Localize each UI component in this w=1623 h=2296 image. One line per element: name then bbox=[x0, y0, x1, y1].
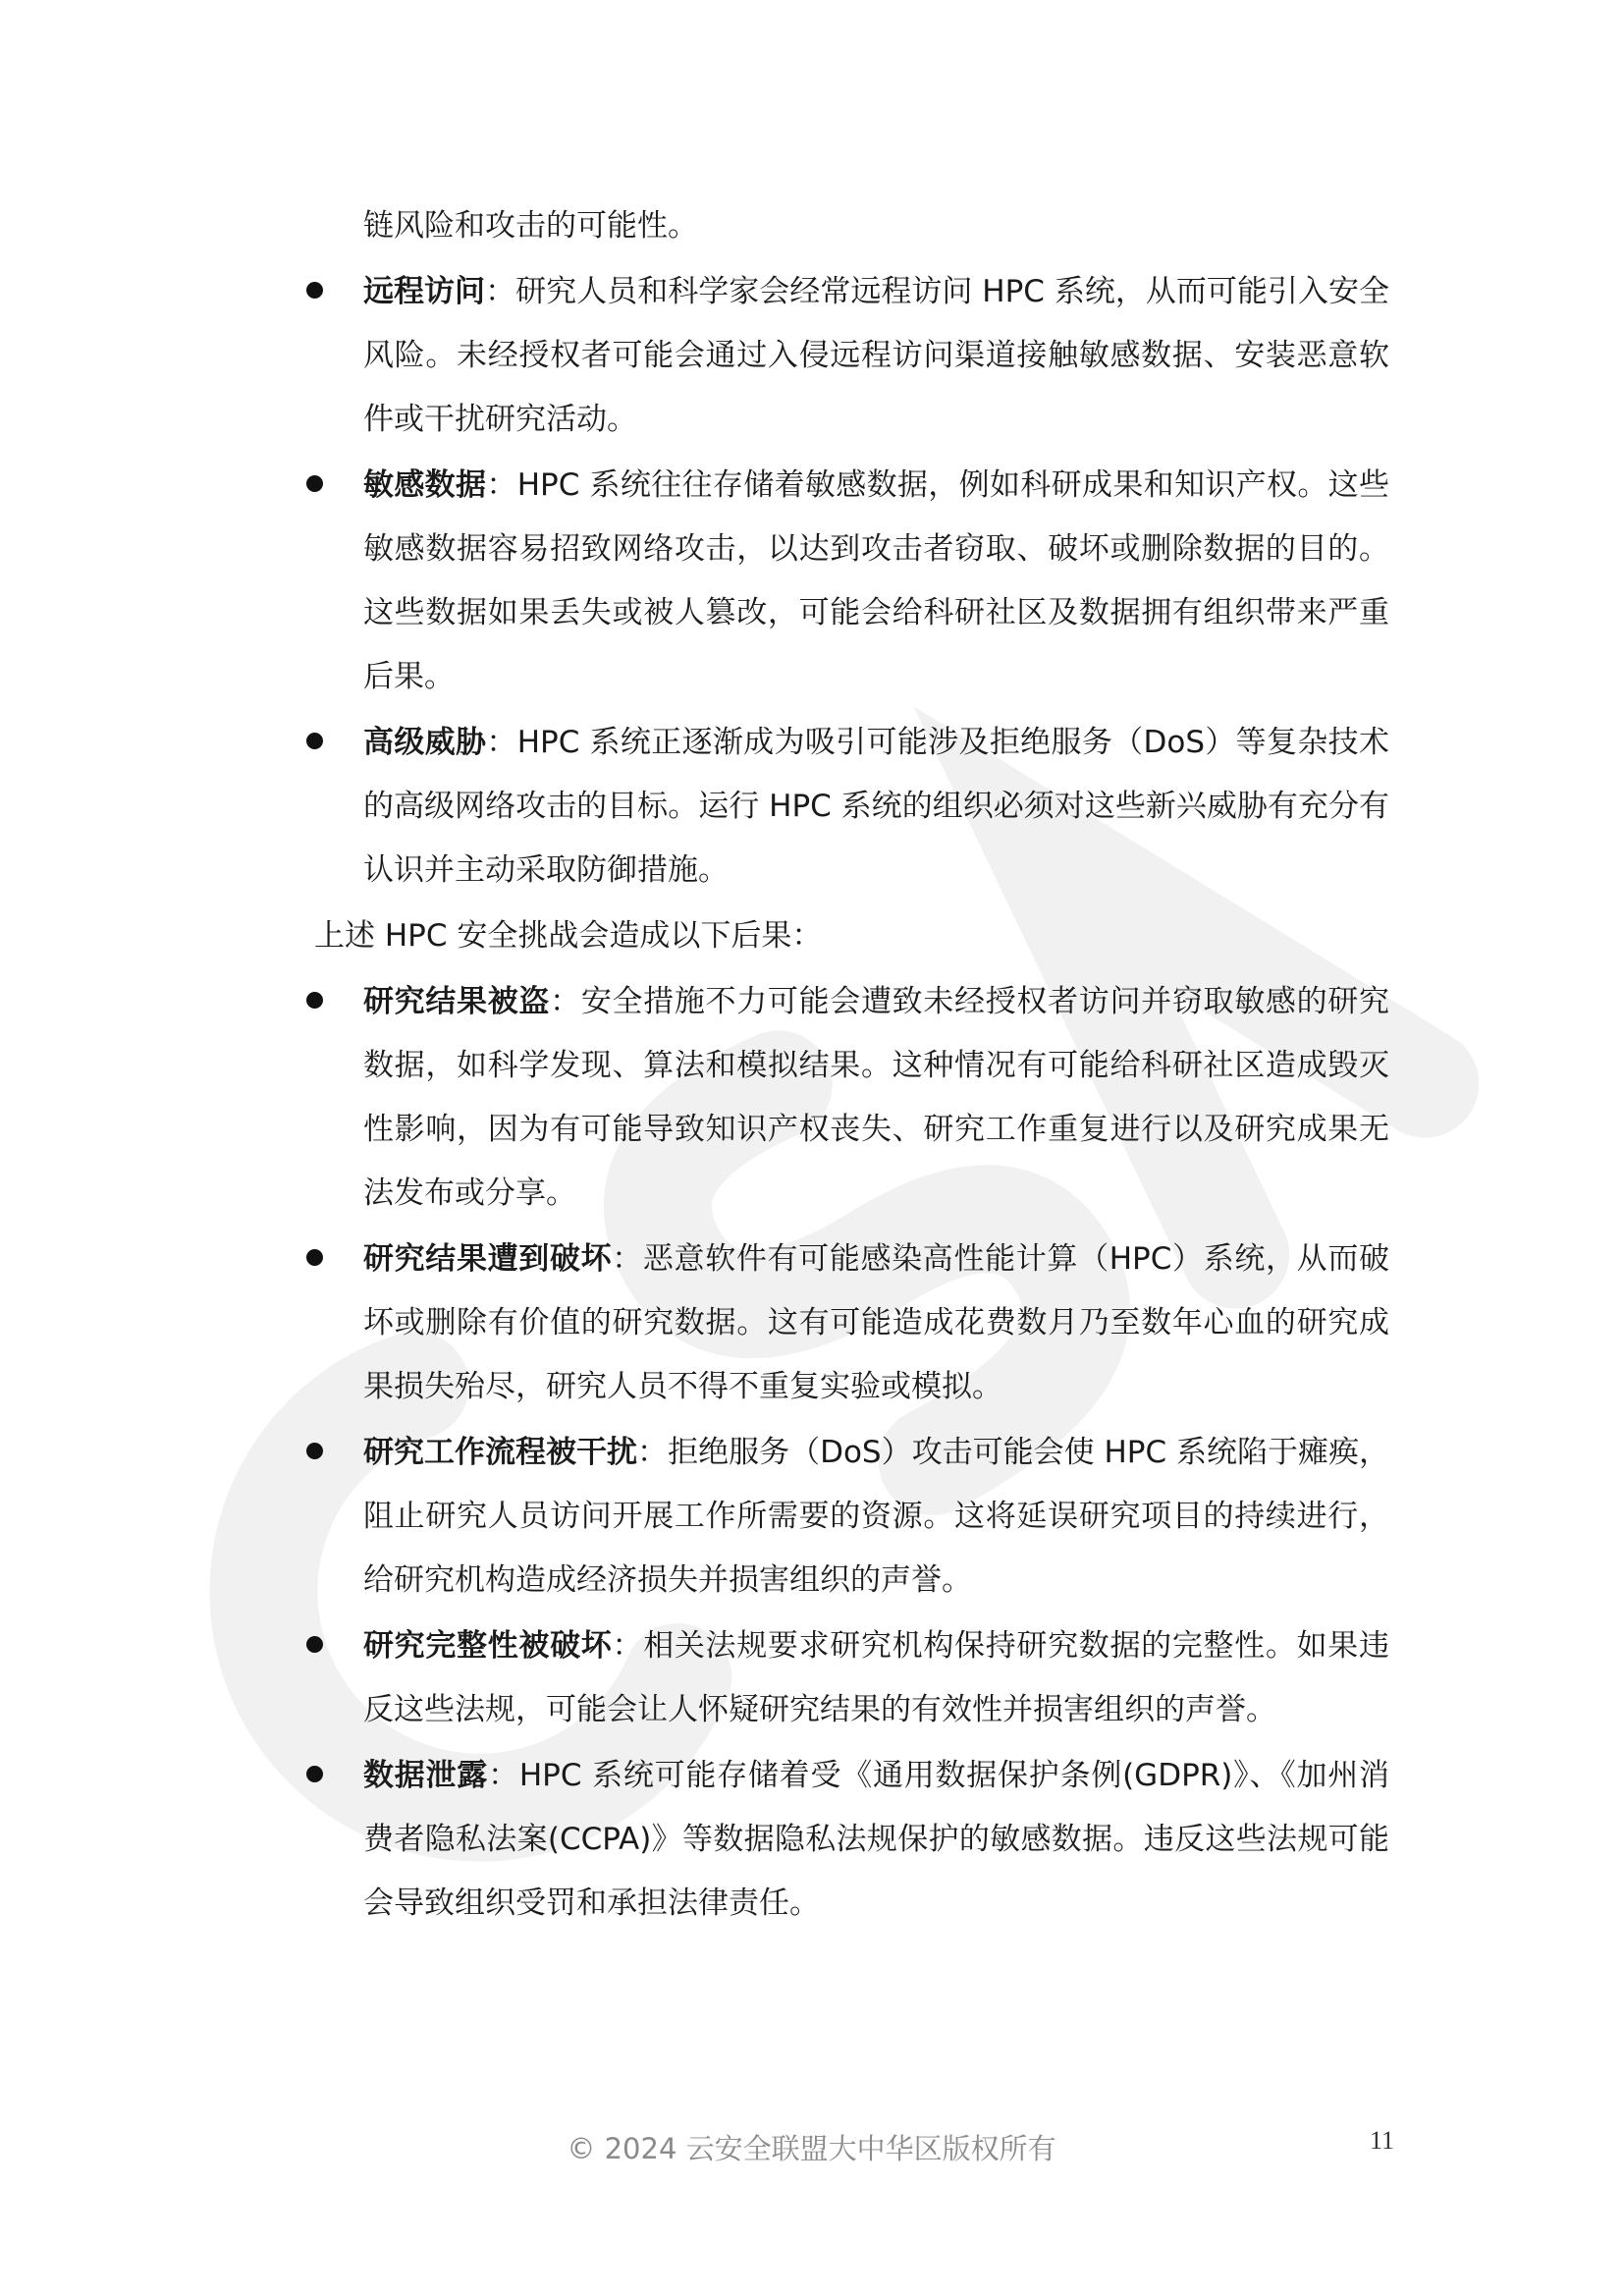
bullet-icon bbox=[306, 1249, 323, 1266]
list-item-sensitive-data bbox=[314, 454, 1389, 709]
term-separator: ： bbox=[637, 1435, 669, 1470]
item-text: 安全措施不力可能会遭致未经授权者访问并窃取敏感的研究数据，如科学发现、算法和模拟结果。这种情况有可能给科研社区造成毁灭性影响，因为有可能导致知识产权丧失、研究工作重复进行以及研究成果无法发布或分享。 bbox=[363, 984, 1389, 1211]
item-text: 拒绝服务（DoS）攻击可能会使 HPC 系统陷于瘫痪，阻止研究人员访问开展工作所需要的资源。这将延误研究项目的持续进行，给研究机构造成经济损失并损害组织的声誉。 bbox=[363, 1435, 1390, 1598]
item-text: 相关法规要求研究机构保持研究数据的完整性。如果违反这些法规，可能会让人怀疑研究结果的有效性并损害组织的声誉。 bbox=[363, 1628, 1389, 1727]
bullet-icon bbox=[306, 1636, 323, 1653]
bullet-icon bbox=[306, 733, 323, 749]
footer-copyright: © 2024 云安全联盟大中华区版权所有 bbox=[567, 2132, 1056, 2165]
list-item-integrity-compromised bbox=[314, 1614, 1389, 1742]
item-term: 研究完整性被破坏 bbox=[363, 1628, 613, 1664]
term-separator: ： bbox=[486, 725, 517, 760]
bullet-icon bbox=[306, 282, 323, 299]
list-item-data-breach bbox=[314, 1744, 1389, 1936]
item-term: 高级威胁 bbox=[363, 725, 487, 760]
list-item-workflow-disrupted bbox=[314, 1421, 1389, 1613]
item-text: HPC 系统往往存储着敏感数据，例如科研成果和知识产权。这些敏感数据容易招致网络攻击，以达到攻击者窃取、破坏或删除数据的目的。这些数据如果丢失或被人篡改，可能会给科研社区及数据拥有组织带来严重后果。 bbox=[363, 467, 1389, 694]
item-term: 远程访问 bbox=[363, 274, 486, 309]
item-term: 研究结果遭到破坏 bbox=[363, 1241, 613, 1277]
bullet-icon bbox=[306, 1766, 323, 1782]
item-term: 研究工作流程被干扰 bbox=[363, 1435, 638, 1470]
page-number: 11 bbox=[1369, 2126, 1394, 2155]
consequences-intro: 上述 HPC 安全挑战会造成以下后果： bbox=[314, 918, 823, 954]
list-item-advanced-threats bbox=[314, 711, 1389, 902]
item-term: 敏感数据 bbox=[363, 467, 487, 503]
page-content bbox=[314, 194, 1389, 1936]
term-separator: ： bbox=[550, 984, 581, 1019]
bullet-icon bbox=[306, 992, 323, 1009]
item-text: HPC 系统正逐渐成为吸引可能涉及拒绝服务（DoS）等复杂技术的高级网络攻击的目标。运行 HPC 系统的组织必须对这些新兴威胁有充分有认识并主动采取防御措施。 bbox=[363, 725, 1390, 888]
list-item-results-destroyed bbox=[314, 1228, 1389, 1419]
term-separator: ： bbox=[485, 274, 516, 309]
term-separator: ： bbox=[612, 1241, 643, 1277]
item-term: 数据泄露 bbox=[363, 1758, 489, 1793]
continuation-paragraph: 链风险和攻击的可能性。 bbox=[363, 208, 698, 244]
item-text: 研究人员和科学家会经常远程访问 HPC 系统，从而可能引入安全风险。未经授权者可能会通过入侵远程访问渠道接触敏感数据、安装恶意软件或干扰研究活动。 bbox=[363, 274, 1390, 437]
item-text: 恶意软件有可能感染高性能计算（HPC）系统，从而破坏或删除有价值的研究数据。这有可能造成花费数月乃至数年心血的研究成果损失殆尽，研究人员不得不重复实验或模拟。 bbox=[363, 1241, 1389, 1404]
item-term: 研究结果被盗 bbox=[363, 984, 551, 1019]
list-item-remote-access bbox=[314, 260, 1389, 452]
term-separator: ： bbox=[612, 1628, 644, 1664]
bullet-icon bbox=[306, 1443, 323, 1459]
bullet-icon bbox=[306, 475, 323, 492]
item-text: HPC 系统可能存储着受《通用数据保护条例(GDPR)》、《加州消费者隐私法案(CCPA)》等数据隐私法规保护的敏感数据。违反这些法规可能会导致组织受罚和承担法律责任。 bbox=[363, 1758, 1389, 1921]
term-separator: ： bbox=[488, 1758, 519, 1793]
term-separator: ： bbox=[486, 467, 517, 503]
list-item-results-stolen bbox=[314, 970, 1389, 1226]
